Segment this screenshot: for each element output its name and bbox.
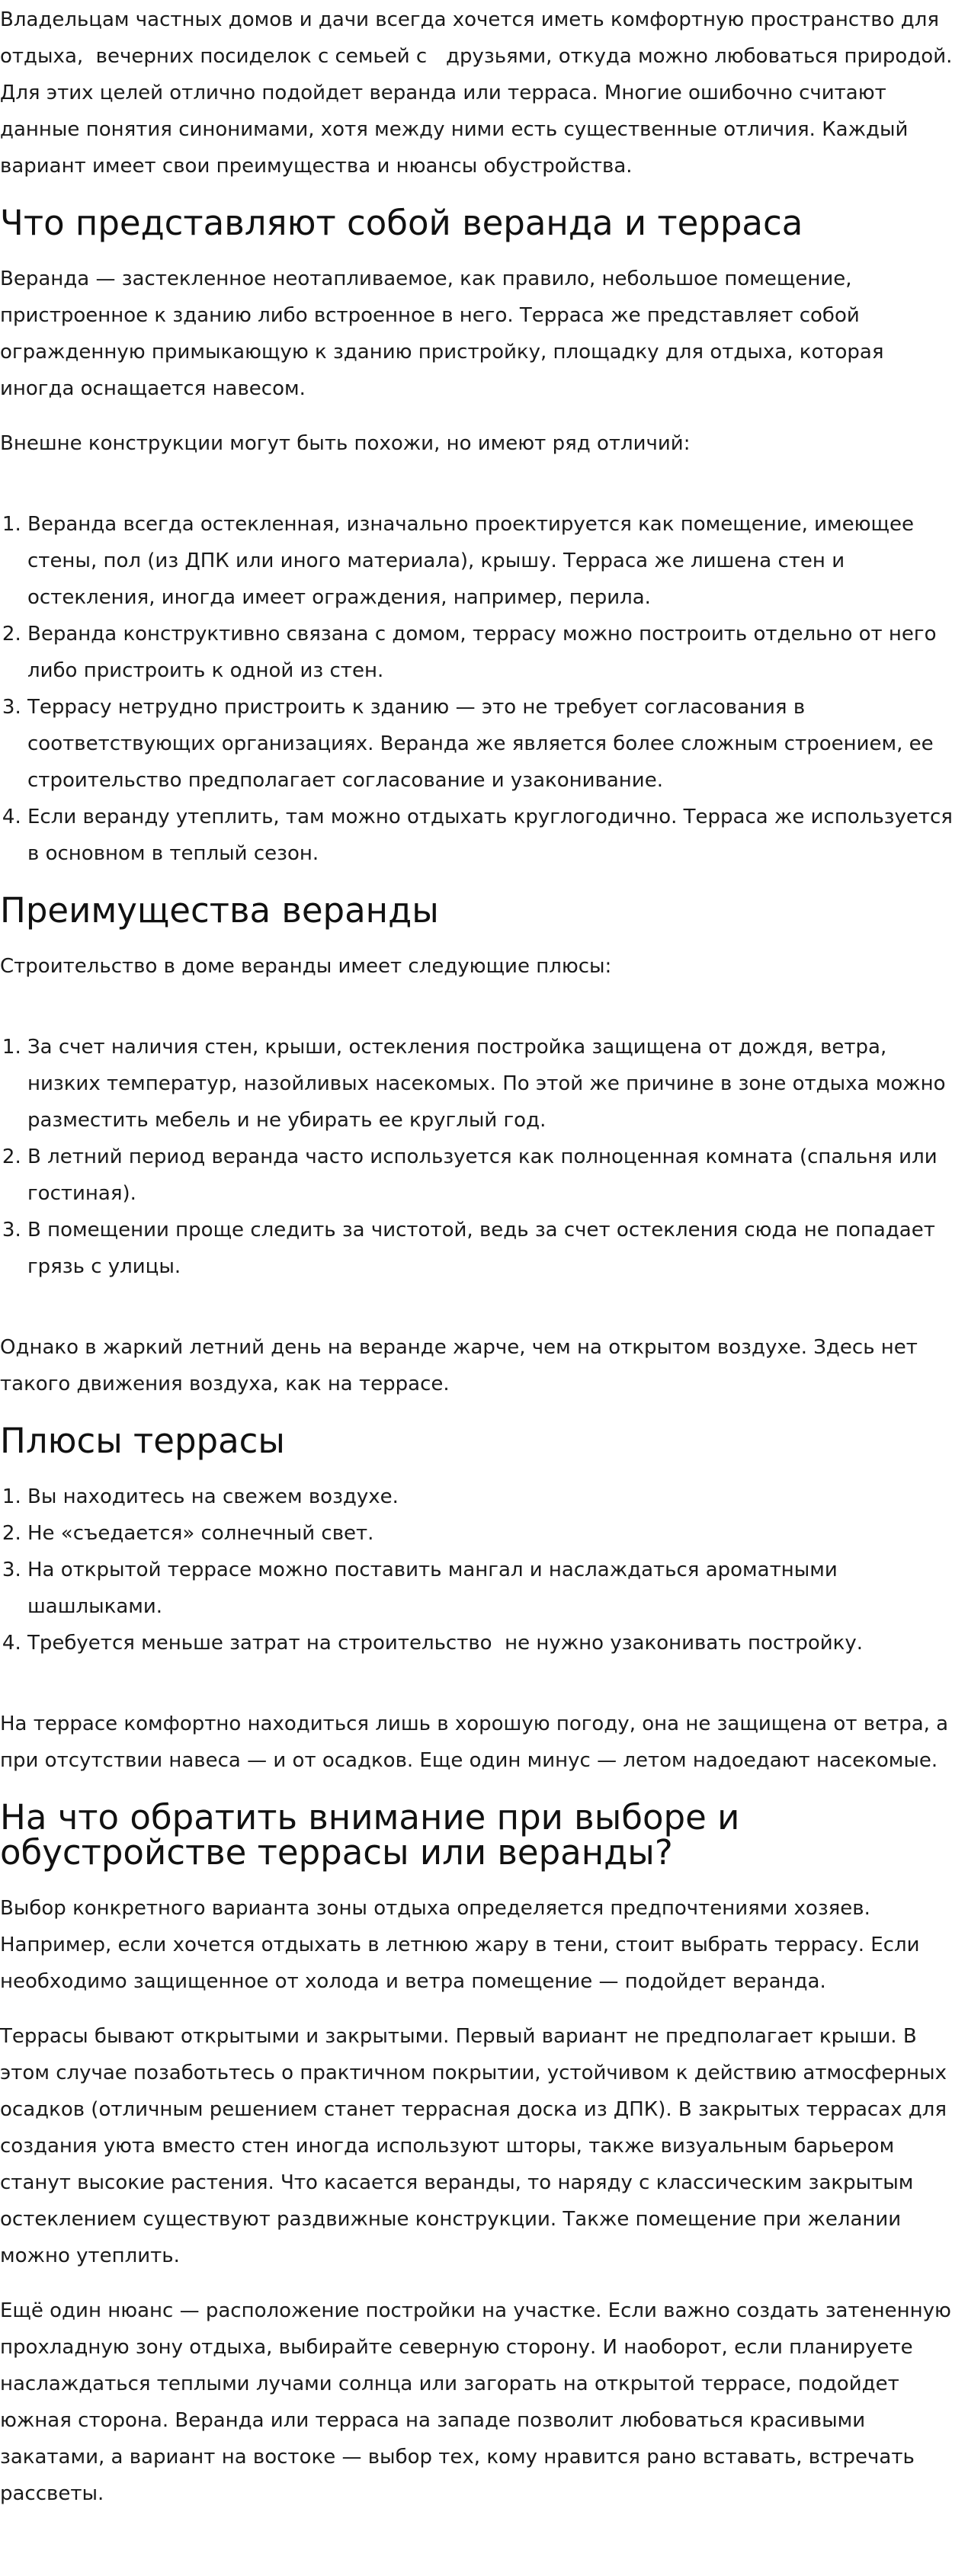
list-item: 3. В помещении проще следить за чистотой, ведь за счет остекления сюда не попадает грязь с улицы. xyxy=(27,1212,959,1285)
section-heading-veranda-advantages: Преимущества веранды xyxy=(0,890,439,931)
definition-paragraph: Веранда — застекленное неотапливаемое, как правило, небольшое помещение, пристроенное к зданию либо встроенное в него. Терраса же представляет собой огражденную примыкающую к зданию пристройку, площадку для отдыха, которая иногда оснащается навесом. xyxy=(0,268,890,400)
list-item: 2. В летний период веранда часто используется как полноценная комната (спальня или гостиная). xyxy=(27,1139,959,1212)
advantages-intro: Строительство в доме веранды имеет следующие плюсы: xyxy=(0,955,612,978)
section-heading-choice: На что обратить внимание при выборе и обустройстве террасы или веранды? xyxy=(0,1797,740,1873)
intro-paragraph: Владельцам частных домов и дачи всегда хочется иметь комфортную пространство для отдыха, вечерних посиделок с семьей с друзьями, откуда можно любоваться природой. Для этих целей отлично подойдет веранда или терраса. Многие ошибочно считают данные понятия синонимами, хотя между ними есть существенные отличия. Каждый вариант имеет свои преимущества и нюансы обустройства. xyxy=(0,8,959,178)
list-item: 1. За счет наличия стен, крыши, остекления постройка защищена от дождя, ветра, низких температур, назойливых насекомых. По этой же причине в зоне отдыха можно разместить мебель и не убирать ее круглый год. xyxy=(27,1029,959,1139)
placement-paragraph: Ещё один нюанс — расположение постройки на участке. Если важно создать затененную прохладную зону отдыха, выбирайте северную сторону. И наоборот, если планируете наслаждаться теплыми лучами солнца или загорать на открытой террасе, подойдет южная сторона. Веранда или терраса на западе позволит любоваться красивыми закатами, а вариант на востоке — выбор тех, кому нравится рано вставать, встречать рассветы. xyxy=(0,2299,958,2505)
differences-list xyxy=(0,506,959,872)
list-item: 4. Требуется меньше затрат на строительство не нужно узаконивать постройку. xyxy=(27,1625,959,1661)
list-item: 1. Веранда всегда остекленная, изначально проектируется как помещение, имеющее стены, пол (из ДПК или иного материала), крышу. Терраса же лишена стен и остекления, иногда имеет ограждения, например, перила. xyxy=(27,506,959,616)
list-item: 1. Вы находитесь на свежем воздухе. xyxy=(27,1479,959,1515)
section-heading-veranda-terrace: Что представляют собой веранда и терраса xyxy=(0,203,803,243)
veranda-advantages-list xyxy=(0,1029,959,1285)
terrace-types-paragraph: Террасы бывают открытыми и закрытыми. Первый вариант не предполагает крыши. В этом случае позаботьтесь о практичном покрытии, устойчивом к действию атмосферных осадков (отличным решением станет террасная доска из ДПК). В закрытых террасах для создания уюта вместо стен иногда используют шторы, также визуальным барьером станут высокие растения. Что касается веранды, то наряду с классическим закрытым остеклением существуют раздвижные конструкции. Также помещение при желании можно утеплить. xyxy=(0,2025,954,2267)
choice-paragraph: Выбор конкретного варианта зоны отдыха определяется предпочтениями хозяев. Например, если хочется отдыхать в летнюю жару в тени, стоит выбрать террасу. Если необходимо защищенное от холода и ветра помещение — подойдет веранда. xyxy=(0,1897,926,1993)
list-item: 3. Террасу нетрудно пристроить к зданию — это не требует согласования в соответствующих организациях. Веранда же является более сложным строением, ее строительство предполагает согласование и узаконивание. xyxy=(27,689,959,799)
list-item: 3. На открытой террасе можно поставить мангал и наслаждаться ароматными шашлыками. xyxy=(27,1552,959,1625)
terrace-pros-list xyxy=(0,1479,959,1661)
veranda-drawback-paragraph: Однако в жаркий летний день на веранде жарче, чем на открытом воздухе. Здесь нет такого движения воздуха, как на террасе. xyxy=(0,1336,925,1395)
section-heading-terrace-pros: Плюсы террасы xyxy=(0,1421,285,1461)
list-item: 2. Не «съедается» солнечный свет. xyxy=(27,1515,959,1552)
list-item: 4. Если веранду утеплить, там можно отдыхать круглогодично. Терраса же используется в основном в теплый сезон. xyxy=(27,799,959,872)
terrace-drawback-paragraph: На террасе комфортно находиться лишь в хорошую погоду, она не защищена от ветра, а при отсутствии навеса — и от осадков. Еще один минус — летом надоедают насекомые. xyxy=(0,1713,955,1772)
list-item: 2. Веранда конструктивно связана с домом, террасу можно построить отдельно от него либо пристроить к одной из стен. xyxy=(27,616,959,689)
differences-intro: Внешне конструкции могут быть похожи, но имеют ряд отличий: xyxy=(0,432,691,455)
